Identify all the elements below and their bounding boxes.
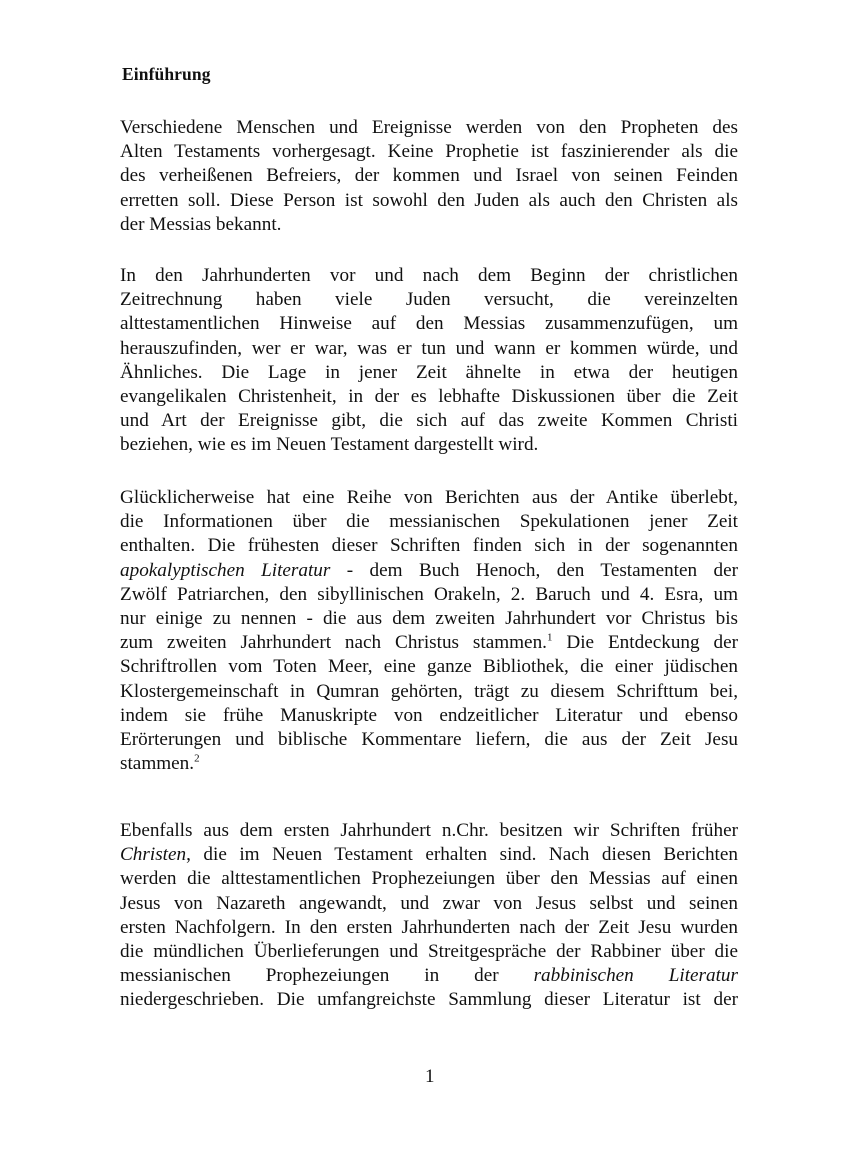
- text-fragment: Die Entdeckung der: [552, 632, 738, 654]
- text-line: die mündlichen Überlieferungen und Streitgespräche der Rabbiner über die: [120, 940, 738, 962]
- text-line: Ebenfalls aus dem ersten Jahrhundert n.Chr. besitzen wir Schriften früher: [120, 820, 738, 841]
- text-line: nur einige zu nennen - die aus dem zweiten Jahrhundert vor Christus bis: [120, 607, 738, 629]
- text-line: Erörterungen und biblische Kommentare liefern, die aus der Zeit Jesu: [120, 728, 738, 750]
- italic-term: apokalyptischen Literatur: [120, 559, 331, 581]
- text-line: Jesus von Nazareth angewandt, und zwar von Jesus selbst und seinen: [120, 892, 738, 914]
- text-line: Verschiedene Menschen und Ereignisse werden von den Propheten des: [120, 117, 738, 138]
- text-line: Glücklicherweise hat eine Reihe von Berichten aus der Antike überlebt,: [120, 487, 738, 508]
- text-line: Klostergemeinschaft in Qumran gehörten, trägt zu diesem Schrifttum bei,: [120, 680, 738, 702]
- text-line: niedergeschrieben. Die umfangreichste Sammlung dieser Literatur ist der: [120, 989, 738, 1011]
- text-line: Zeitrechnung haben viele Juden versucht, die vereinzelten: [120, 289, 738, 311]
- paragraph-3: [120, 486, 738, 776]
- text-fragment: zum zweiten Jahrhundert nach Christus stammen.: [120, 632, 547, 654]
- text-line: Schriftrollen vom Toten Meer, eine ganze Bibliothek, die einer jüdischen: [120, 656, 738, 678]
- text-line: Ähnliches. Die Lage in jener Zeit ähnelte in etwa der heutigen: [120, 361, 738, 383]
- paragraph-2: [120, 264, 738, 458]
- text-fragment: - dem Buch Henoch, den Testamenten der: [330, 559, 739, 581]
- text-line: des verheißenen Befreiers, der kommen und Israel von seinen Feinden: [120, 165, 738, 187]
- text-line: Zwölf Patriarchen, den sibyllinischen Orakeln, 2. Baruch und 4. Esra, um: [120, 583, 738, 605]
- footnote-ref-1[interactable]: 1: [546, 631, 553, 644]
- text-line: ersten Nachfolgern. In den ersten Jahrhunderten nach der Zeit Jesu wurden: [120, 916, 738, 938]
- italic-term: rabbinischen Literatur: [533, 965, 738, 987]
- text-line: [120, 843, 738, 867]
- text-line: Alten Testaments vorhergesagt. Keine Prophetie ist faszinierender als die: [120, 141, 738, 163]
- text-line: alttestamentlichen Hinweise auf den Messias zusammenzufügen, um: [120, 313, 738, 335]
- section-heading: Einführung: [122, 64, 211, 84]
- text-fragment: messianischen Prophezeiungen in der: [120, 965, 534, 987]
- text-line: die Informationen über die messianischen Spekulationen jener Zeit: [120, 511, 738, 533]
- text-line: und Art der Ereignisse gibt, die sich auf das zweite Kommen Christi: [120, 410, 738, 432]
- text-fragment: stammen.: [120, 753, 195, 775]
- paragraph-4: [120, 819, 738, 1013]
- text-line: erretten soll. Diese Person ist sowohl den Juden als auch den Christen als: [120, 189, 738, 211]
- paragraph-1: [120, 116, 738, 237]
- text-line: indem sie frühe Manuskripte von endzeitlicher Literatur und ebenso: [120, 704, 738, 726]
- footnote-ref-2[interactable]: 2: [194, 752, 200, 765]
- page-number: 1: [425, 1066, 435, 1087]
- text-line: [120, 631, 738, 655]
- text-line: [120, 964, 738, 988]
- text-fragment: , die im Neuen Testament erhalten sind. Nach diesen Berichten: [186, 844, 738, 866]
- text-line: [120, 559, 738, 583]
- text-line: evangelikalen Christenheit, in der es lebhafte Diskussionen über die Zeit: [120, 385, 738, 407]
- text-line: herauszufinden, wer er war, was er tun und wann er kommen würde, und: [120, 337, 738, 359]
- text-line: [120, 752, 738, 776]
- text-line: In den Jahrhunderten vor und nach dem Beginn der christlichen: [120, 265, 738, 286]
- text-line: werden die alttestamentlichen Prophezeiungen über den Messias auf einen: [120, 868, 738, 890]
- text-line: enthalten. Die frühesten dieser Schriften finden sich in der sogenannten: [120, 535, 738, 557]
- text-line: beziehen, wie es im Neuen Testament dargestellt wird.: [120, 434, 539, 456]
- italic-term: Christen: [120, 844, 187, 866]
- text-line: der Messias bekannt.: [120, 213, 282, 235]
- document-page: [120, 0, 738, 1150]
